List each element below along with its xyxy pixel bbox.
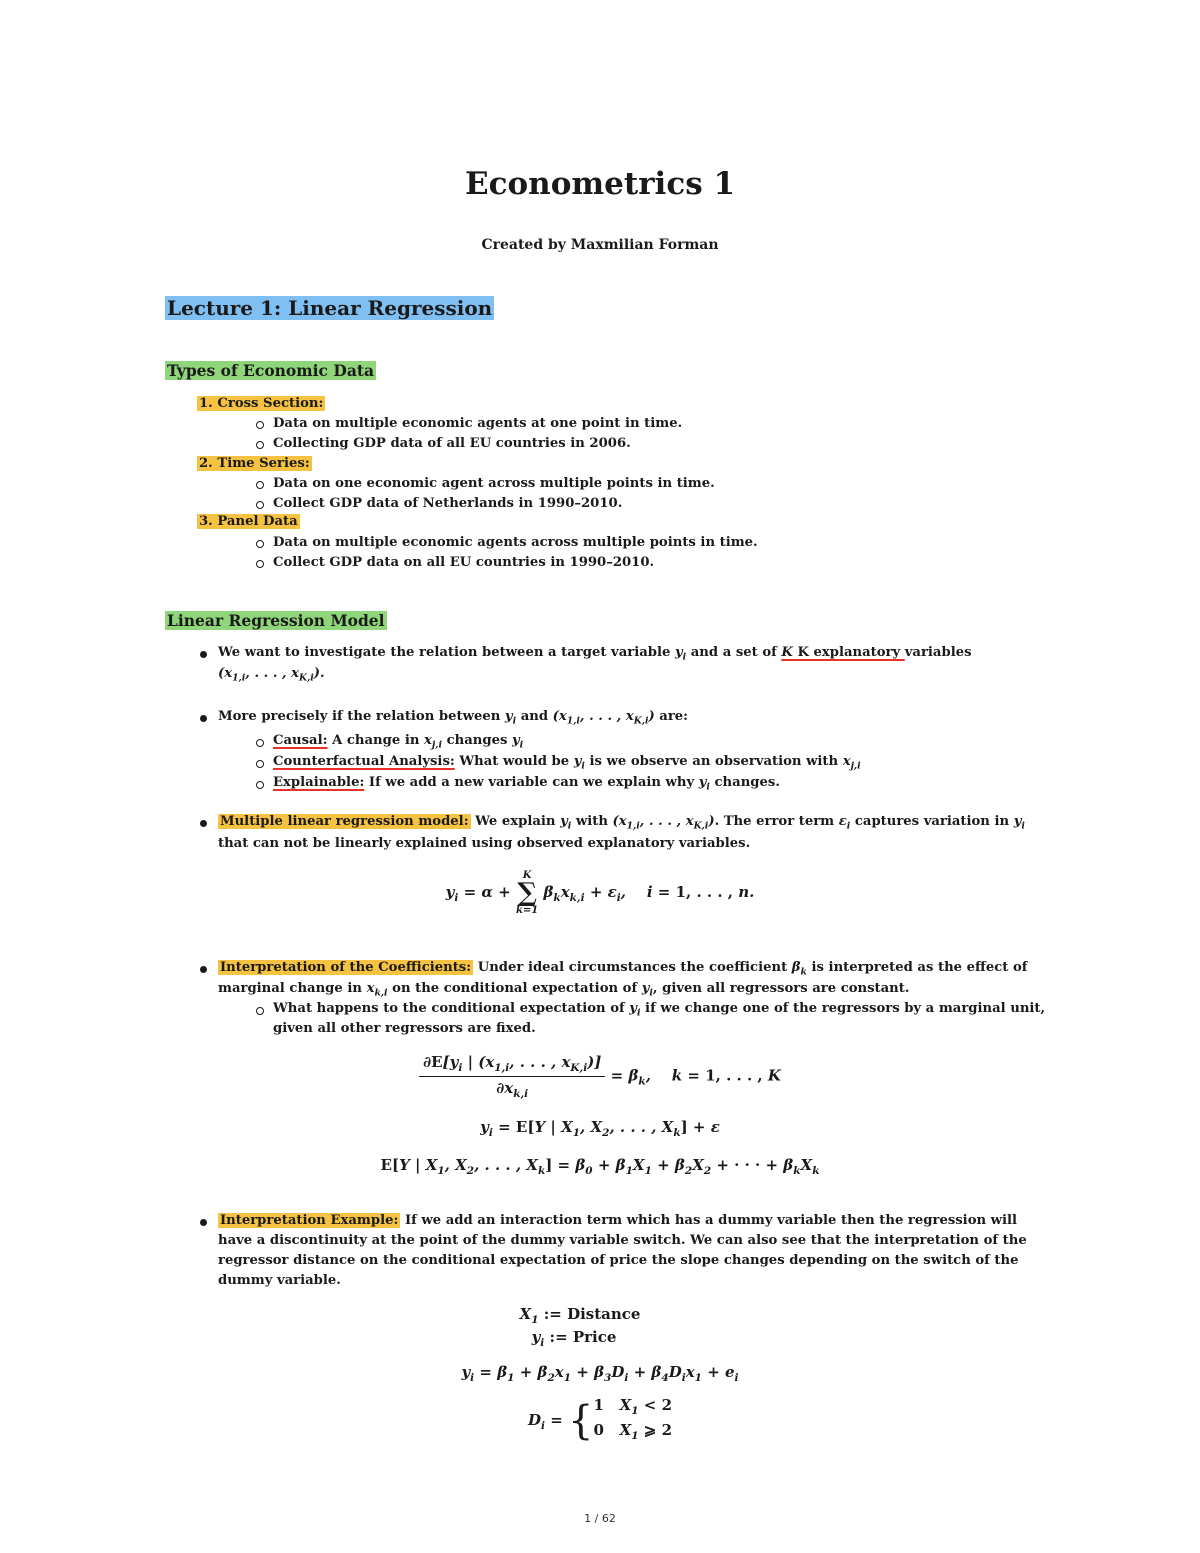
- equation-expectation-linear: E[Y | $X_1$, $X_2$, . . . , $X_k] = \beta_0 + \beta_1X_1 + \beta_2X_2$ + · · · + $\beta_kX_k$: [380, 1156, 820, 1177]
- circle-bullet-icon: [256, 481, 264, 489]
- paragraph-line: Multiple linear regression model: We explain $y_i$ with ($x_{1,i}$, . . . , $x_{K,i}$). The error term $\varepsilon_i$ captures variation in $y_i$: [220, 814, 1025, 832]
- list-subitem: given all other regressors are fixed.: [273, 1021, 536, 1036]
- list-subitem: Explainable: If we add a new variable can we explain why $y_i$ changes.: [273, 775, 780, 793]
- list-subitem: Data on multiple economic agents across multiple points in time.: [273, 535, 758, 550]
- document-title: Econometrics 1: [464, 166, 736, 202]
- bullet-icon: [200, 820, 207, 827]
- circle-bullet-icon: [256, 501, 264, 509]
- equation-partial-derivative: $\frac{\partial E[y_i | (x_{1,i}, . . . , x_{K,i})]}{\partial x_{k,i}}$ = $\beta_k$, k = 1, . . . , K: [0, 1053, 1200, 1100]
- paragraph-line: that can not be linearly explained using observed explanatory variables.: [218, 836, 751, 851]
- equation-conditional-expectation: $y_i = E[Y$ | $X_1$, $X_2$, . . . , $X_k] + \varepsilon$: [480, 1118, 720, 1139]
- circle-bullet-icon: [256, 1007, 264, 1015]
- lecture-heading: [165, 296, 494, 320]
- list-item-number: 2. Time Series:: [199, 456, 310, 471]
- lecture-heading-text: Lecture 1: Linear Regression: [167, 296, 493, 320]
- list-subitem: Collect GDP data of Netherlands in 1990–2010.: [273, 496, 623, 511]
- list-subitem: Data on multiple economic agents at one point in time.: [273, 416, 683, 431]
- list-item-number: 1. Cross Section:: [199, 396, 324, 411]
- bullet-icon: [200, 1219, 207, 1226]
- equation-dummy-definition: $D_i = \{1$ $X_1 < 2$ 0 $X_1$ ⩾ 2: [527, 1396, 673, 1444]
- paragraph-line: Interpretation of the Coefficients: Under ideal circumstances the coefficient $\beta_k$ is interpreted as the effect of: [220, 960, 1028, 978]
- math-inline: ($x_{1,i}$, . . . , $x_{K,i}$).: [218, 666, 325, 684]
- circle-bullet-icon: [256, 781, 264, 789]
- definition-price: $y_i$ := Price: [531, 1328, 617, 1349]
- section-heading-lrm: Linear Regression Model: [167, 611, 385, 630]
- bullet-icon: [200, 715, 207, 722]
- paragraph-interpretation-example: Interpretation Example: If we add an interaction term which has a dummy variable then the regression will have a discontinuity at the point of the dummy variable switch. We can also see that the interpretation of the regressor distance on the conditional expectation of price the slope changes depending on the switch of the dummy variable.: [218, 1213, 1027, 1288]
- list-subitem: Causal: A change in $x_{j,i}$ changes $y_i$: [273, 733, 524, 751]
- list-item-number: 3. Panel Data: [199, 514, 298, 529]
- equation-interaction-model: $y_i = \beta_1 + \beta_2x_1 + \beta_3D_i + \beta_4D_ix_1 + e_i$: [461, 1363, 739, 1384]
- list-subitem: Collecting GDP data of all EU countries in 2006.: [273, 436, 631, 451]
- bullet-icon: [200, 966, 207, 973]
- equation-regression-model: $y_i = \alpha$ + K ∑ k=1 $\beta_kx_{k,i} + \varepsilon_i$, i = 1, . . . , n.: [445, 870, 755, 916]
- paragraph-line: More precisely if the relation between $y_i$ and ($x_{1,i}$, . . . , $x_{K,i}$) are:: [218, 709, 689, 727]
- author-line: Created by Maxmilian Forman: [481, 237, 719, 253]
- bullet-icon: [200, 651, 207, 658]
- circle-bullet-icon: [256, 560, 264, 568]
- circle-bullet-icon: [256, 421, 264, 429]
- list-subitem: Counterfactual Analysis: What would be $y_i$ is we observe an observation with $x_{j,i}$: [273, 754, 861, 772]
- page-number: 1 / 62: [584, 1512, 616, 1525]
- section-heading-types: Types of Economic Data: [167, 361, 375, 380]
- circle-bullet-icon: [256, 739, 264, 747]
- paragraph-line: marginal change in $x_{k,i}$ on the conditional expectation of $y_i$, given all regressors are constant.: [218, 981, 910, 999]
- list-subitem: Data on one economic agent across multiple points in time.: [273, 476, 715, 491]
- paragraph-line: We want to investigate the relation between a target variable $y_i$ and a set of K K explanatory variables: [218, 645, 972, 663]
- circle-bullet-icon: [256, 441, 264, 449]
- list-subitem: Collect GDP data on all EU countries in 1990–2010.: [273, 555, 655, 570]
- circle-bullet-icon: [256, 540, 264, 548]
- circle-bullet-icon: [256, 760, 264, 768]
- list-subitem: What happens to the conditional expectation of $y_i$ if we change one of the regressors by a marginal unit,: [273, 1001, 1046, 1019]
- definition-distance: $X_1$ := Distance: [519, 1305, 641, 1326]
